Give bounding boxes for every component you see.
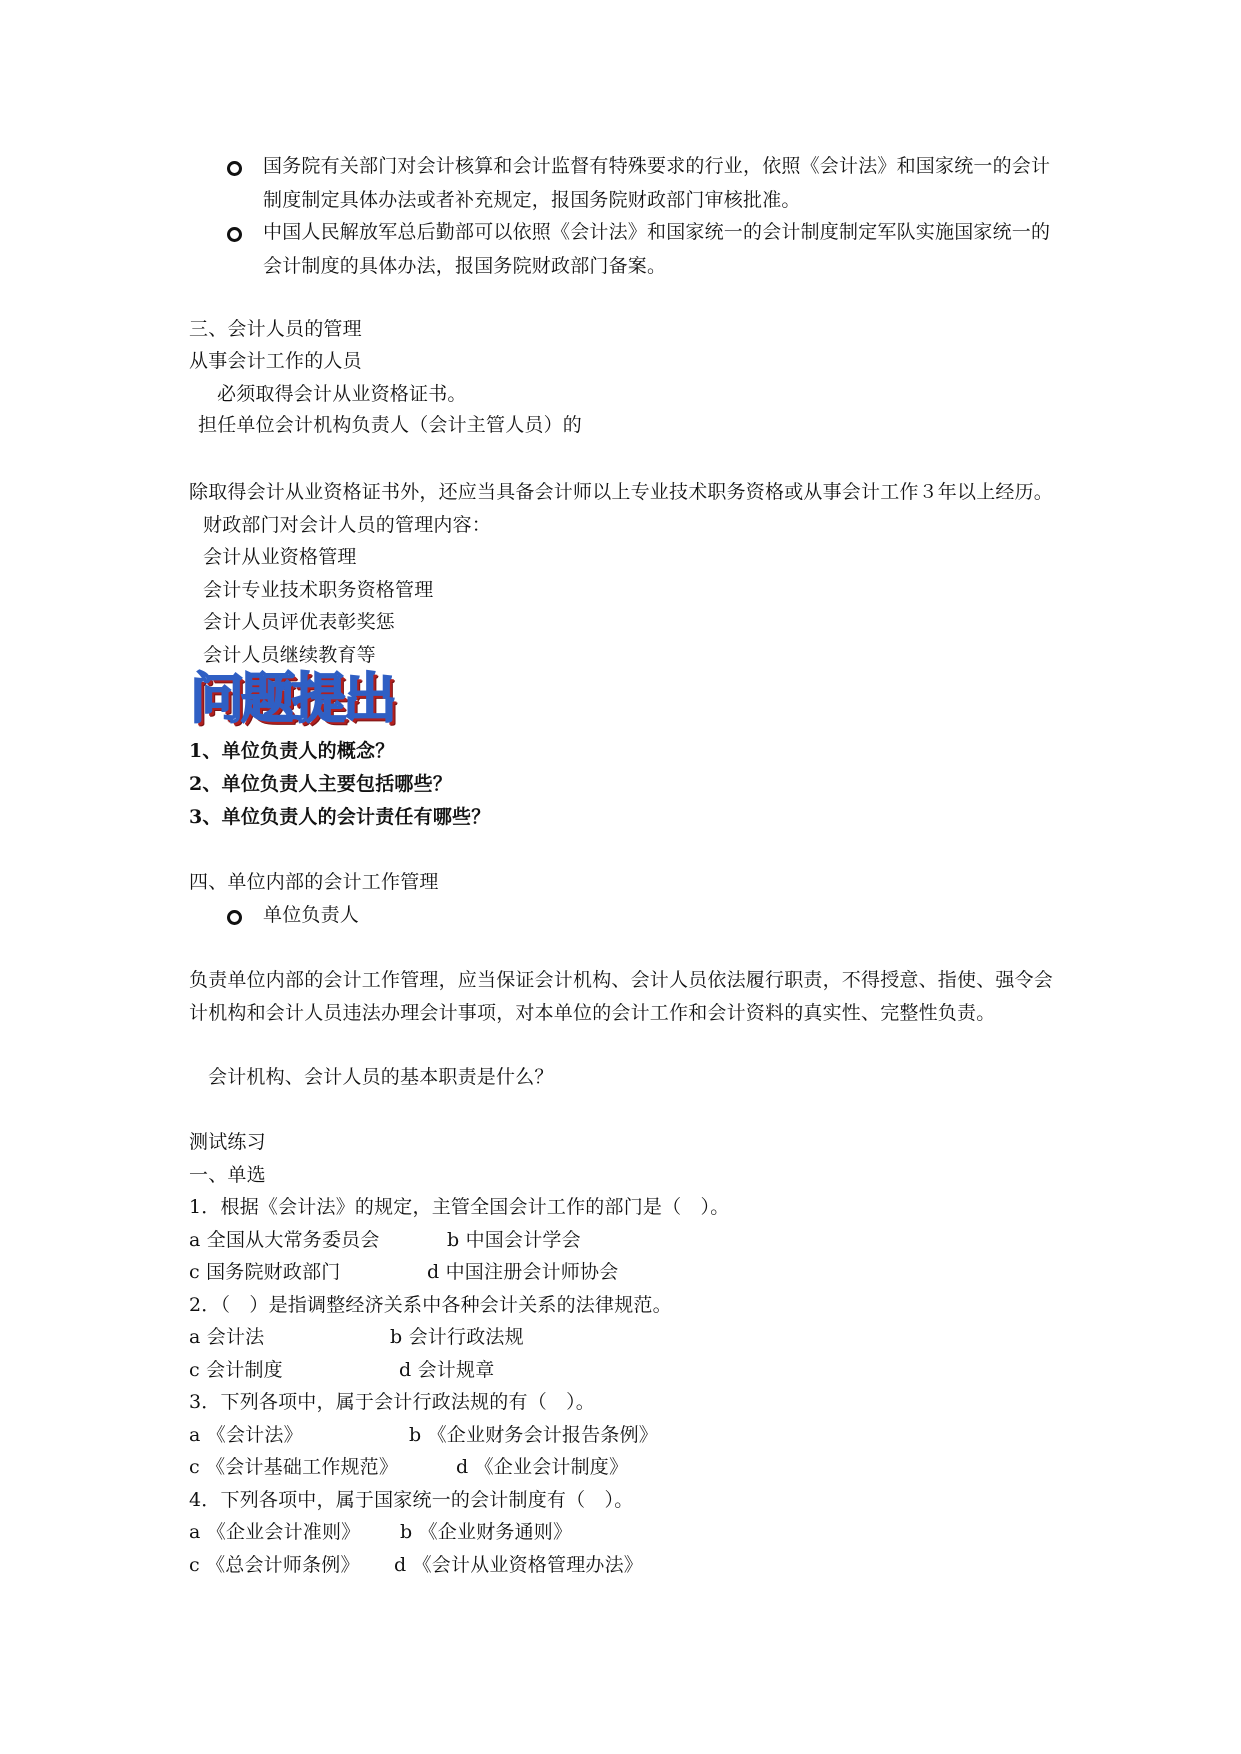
test-option: c 国务院财政部门 [189,1261,341,1283]
test-option: a 《会计法》 [189,1424,303,1446]
question-item: 2、单位负责人主要包括哪些？ [189,773,453,795]
bullet-circle-icon [227,910,242,925]
test-option: b 《企业财务会计报告条例》 [409,1424,659,1446]
bullet-item-line: 国务院有关部门对会计核算和会计监督有特殊要求的行业，依照《会计法》和国家统一的会计 [263,155,1051,177]
test-question: 2．（ ）是指调整经济关系中各种会计关系的法律规范。 [189,1294,672,1316]
question-item: 1、单位负责人的概念？ [189,740,395,762]
bullet-item-line: 中国人民解放军总后勤部可以依照《会计法》和国家统一的会计制度制定军队实施国家统一的 [263,221,1051,243]
list-item: 会计人员评优表彰奖惩 [203,611,396,633]
question-item: 3、单位负责人的会计责任有哪些？ [189,806,491,828]
questions-heading: 问题提出 [190,667,394,730]
test-option: a 《企业会计准则》 [189,1521,361,1543]
test-option: d 《会计从业资格管理办法》 [394,1554,644,1576]
list-item: 会计专业技术职务资格管理 [203,579,434,601]
bullet-item-line: 单位负责人 [263,904,360,926]
test-question: 4．下列各项中，属于国家统一的会计制度有（ ）。 [189,1489,634,1511]
bullet-item-line: 制度制定具体办法或者补充规定，报国务院财政部门审核批准。 [263,189,801,211]
section-subtitle: 一、单选 [189,1164,266,1186]
body-line: 会计机构、会计人员的基本职责是什么？ [208,1066,554,1088]
body-line: 负责单位内部的会计工作管理，应当保证会计机构、会计人员依法履行职责，不得授意、指使、强令会 [189,969,1054,991]
body-line: 担任单位会计机构负责人（会计主管人员）的 [198,414,583,436]
test-option: a 全国从大常务委员会 [189,1229,380,1251]
test-option: d 《企业会计制度》 [456,1456,629,1478]
test-option: c 《会计基础工作规范》 [189,1456,399,1478]
test-option: c 《总会计师条例》 [189,1554,360,1576]
list-item: 会计人员继续教育等 [203,644,376,666]
test-option: d 会计规章 [399,1359,495,1381]
body-line: 从事会计工作的人员 [189,350,362,372]
section-title: 四、单位内部的会计工作管理 [189,871,439,893]
body-line: 计机构和会计人员违法办理会计事项，对本单位的会计工作和会计资料的真实性、完整性负责。 [189,1002,996,1024]
test-option: d 中国注册会计师协会 [427,1261,619,1283]
bullet-circle-icon [227,161,242,176]
test-question: 1．根据《会计法》的规定，主管全国会计工作的部门是（ ）。 [189,1196,730,1218]
test-option: b 会计行政法规 [390,1326,524,1348]
test-option: a 会计法 [189,1326,265,1348]
body-line: 财政部门对会计人员的管理内容： [203,514,492,536]
test-option: b 中国会计学会 [447,1229,581,1251]
bullet-circle-icon [227,227,242,242]
section-title: 测试练习 [189,1131,266,1153]
bullet-item-line: 会计制度的具体办法，报国务院财政部门备案。 [263,255,667,277]
test-option: b 《企业财务通则》 [400,1521,573,1543]
test-question: 3．下列各项中，属于会计行政法规的有（ ）。 [189,1391,595,1413]
body-line: 必须取得会计从业资格证书。 [217,383,467,405]
section-title: 三、会计人员的管理 [189,318,362,340]
body-line: 除取得会计从业资格证书外，还应当具备会计师以上专业技术职务资格或从事会计工作３年以上经历。 [189,481,1054,503]
test-option: c 会计制度 [189,1359,283,1381]
list-item: 会计从业资格管理 [203,546,357,568]
